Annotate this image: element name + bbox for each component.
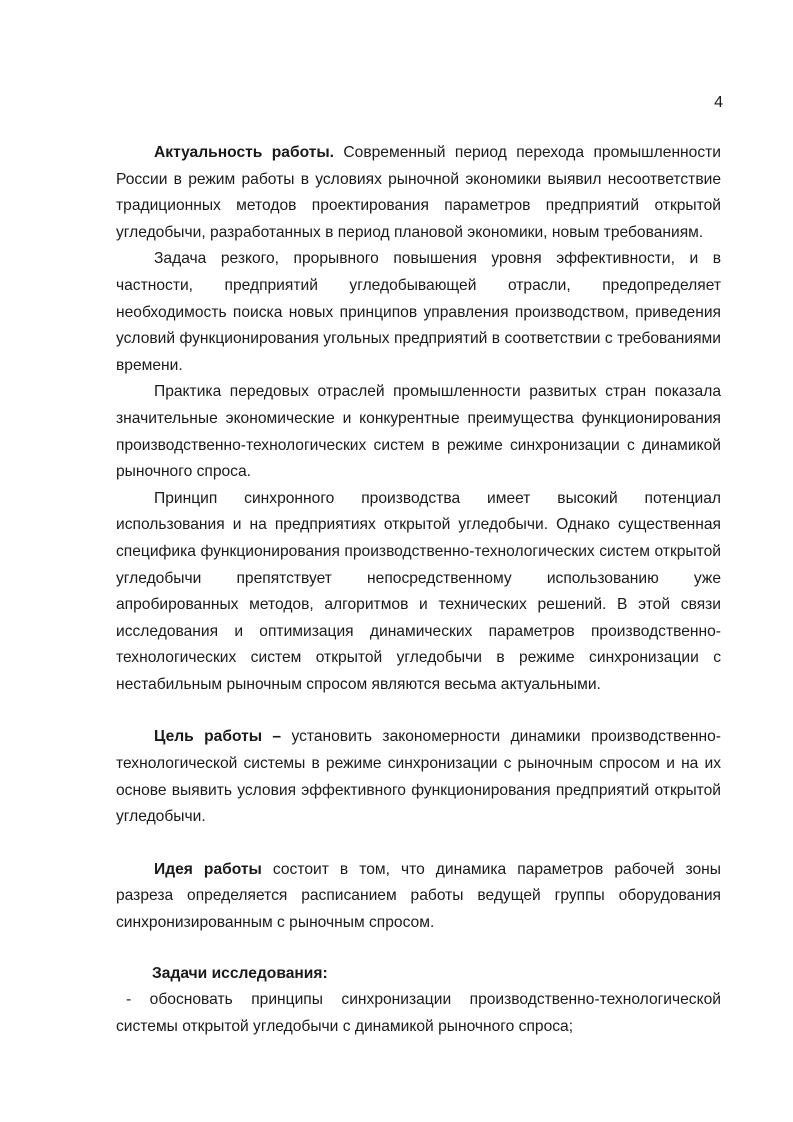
idea-text: состоит в том, что динамика параметров рабочей зоны разреза определяется расписанием работы ведущей группы оборудования синхронизированным с рыночным спросом. xyxy=(116,860,721,932)
goal-paragraph xyxy=(116,724,721,830)
relevance-paragraph-3: Практика передовых отраслей промышленности развитых стран показала значительные экономические и конкурентные преимущества функционирования производственно-технологических систем в режиме синхронизации с динамикой рыночного спроса. xyxy=(116,383,721,481)
page-number: 4 xyxy=(714,94,723,111)
relevance-heading: Актуальность работы. xyxy=(154,144,335,161)
idea-paragraph xyxy=(116,857,721,937)
relevance-paragraph-4: Принцип синхронного производства имеет высокий потенциал использования и на предприятиях открытой угледобычи. Однако существенная специфика функционирования производственно-технологических систем открытой угледобычи препятствует непосредственному использованию уже апробированных методов, алгоритмов и технических решений. В этой связи исследования и оптимизация динамических параметров производственно-технологических систем открытой угледобычи в режиме синхронизации с нестабильным рыночным спросом являются весьма актуальными. xyxy=(116,489,721,693)
idea-heading: Идея работы xyxy=(154,860,262,878)
tasks-heading: Задачи исследования: xyxy=(152,964,328,982)
relevance-intro: Современный период перехода промышленности России в режим работы в условиях рыночной экономики выявил несоответствие традиционных методов проектирования параметров предприятий открытой угледобычи, разработанных в период плановой экономики, новым требованиям. xyxy=(116,144,721,241)
document-body xyxy=(116,140,721,1040)
relevance-paragraph xyxy=(116,140,721,246)
relevance-paragraph-2: Задача резкого, прорывного повышения уровня эффективности, и в частности, предприятий угледобывающей отрасли, предопределяет необходимость поиска новых принципов управления производством, приведения условий функционирования угольных предприятий в соответствии с требованиями времени. xyxy=(116,250,721,374)
task-item: - обосновать принципы синхронизации производственно-технологической системы открытой угледобычи с динамикой рыночного спроса; xyxy=(116,991,721,1035)
goal-heading: Цель работы – xyxy=(154,728,282,746)
goal-text: установить закономерности динамики производственно-технологической системы в режиме синхронизации с рыночным спросом и на их основе выявить условия эффективного функционирования предприятий открытой угледобычи. xyxy=(116,728,721,826)
